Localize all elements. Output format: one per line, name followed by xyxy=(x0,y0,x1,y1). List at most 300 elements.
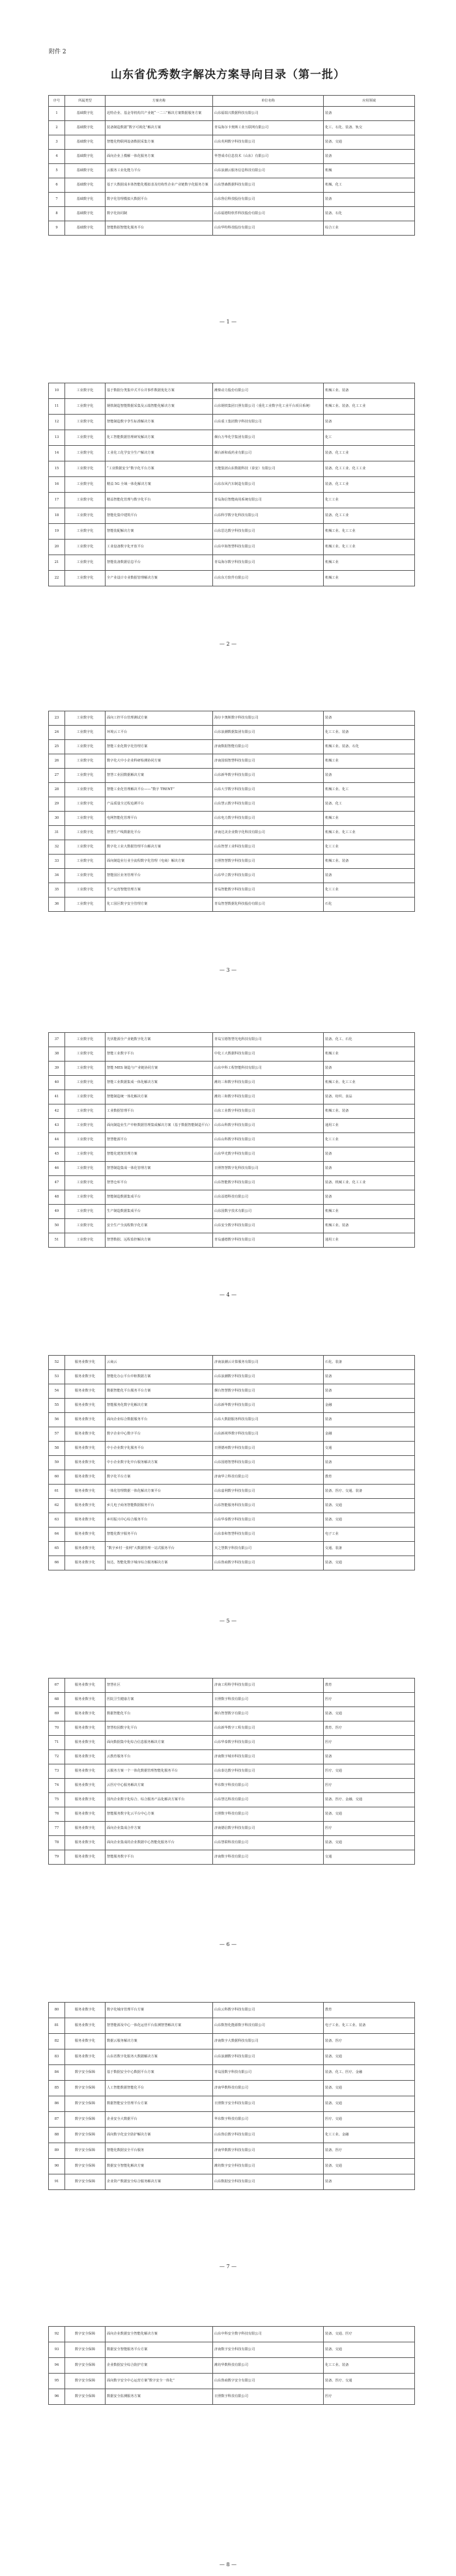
table-cell: 9 xyxy=(49,221,65,236)
table-cell: 80 xyxy=(49,2003,65,2018)
table-cell: 中小企业数字化中台服务解决方案 xyxy=(106,1456,213,1470)
table-cell: 工业数字化 xyxy=(65,726,106,740)
table-cell: 装备、化工、医疗、金融 xyxy=(324,2065,415,2081)
table-cell: 数字安全保障 xyxy=(65,2128,106,2143)
table-cell: 1 xyxy=(49,107,65,121)
table-cell: 25 xyxy=(49,740,65,754)
table-cell: 云服务方案一个一体化数据管理智能化服务平台 xyxy=(106,1764,213,1779)
table-cell: 化工智能数据管理研发解决方案 xyxy=(106,430,213,446)
table-cell: 智能装配解决方案 xyxy=(106,524,213,540)
table-cell: 山东智能数字科技有限公司 xyxy=(213,1176,324,1190)
table-cell: 82 xyxy=(49,2034,65,2049)
table-cell: 22 xyxy=(49,571,65,586)
table-cell: 智能化物联网设备数据采集方案 xyxy=(106,135,213,150)
table-cell: 31 xyxy=(49,826,65,840)
table-cell: 基础数字化 xyxy=(65,178,106,193)
table-cell: 医疗 xyxy=(324,1779,415,1793)
table-cell: 71 xyxy=(49,1736,65,1750)
table-row xyxy=(49,135,415,150)
table-cell: 山东慧云数字科技有限公司 xyxy=(213,797,324,812)
table-cell: 山东华泰数字科技有限公司 xyxy=(213,1513,324,1528)
table-cell: 15 xyxy=(49,461,65,477)
table-cell: 医疗 xyxy=(324,1693,415,1707)
table-cell: 山东科学数字化科技有限公司 xyxy=(213,508,324,524)
table-cell: 山东新视界数字科技有限公司 xyxy=(213,1427,324,1442)
table-cell: 数字安全保障 xyxy=(65,2174,106,2190)
table-cell: 济南数字城市科技有限公司 xyxy=(213,1750,324,1764)
table-cell: 基础数字化 xyxy=(65,164,106,178)
table-cell: 58 xyxy=(49,1442,65,1456)
table-cell: 石化、装备 xyxy=(324,1356,415,1370)
table-row xyxy=(49,1528,415,1542)
table-row xyxy=(49,1205,415,1219)
table-cell: 5 xyxy=(49,164,65,178)
table-cell: 云服务工业化能力平台 xyxy=(106,164,213,178)
table-row xyxy=(49,826,415,840)
table-cell: 数字化工业大数据管理平台解决方案 xyxy=(106,840,213,855)
table-cell: 服务业数字化 xyxy=(65,1542,106,1556)
table-row xyxy=(49,1190,415,1205)
table-cell: 金融 xyxy=(324,1399,415,1413)
table-row xyxy=(49,1090,415,1104)
table-cell: 山东中科安全数字科技有限公司 xyxy=(213,2327,324,2342)
table-row xyxy=(49,2049,415,2065)
table-cell: 山东大学数字科技有限公司 xyxy=(213,783,324,797)
table-cell: 山东鲁信科技股份有限公司 xyxy=(213,193,324,207)
table-cell: 服务业数字化 xyxy=(65,1807,106,1822)
table-cell: 65 xyxy=(49,1542,65,1556)
table-cell: 89 xyxy=(49,2143,65,2159)
table-row xyxy=(49,711,415,726)
table-row xyxy=(49,415,415,430)
table-cell: 机械工业、装备 xyxy=(324,1219,415,1233)
table-cell: 66 xyxy=(49,1556,65,1570)
table-cell: 基于数据分类集中式平台并事件数据优化方案 xyxy=(106,383,213,399)
table-cell: 装备、交通 xyxy=(324,2342,415,2358)
solutions-table xyxy=(48,95,415,236)
table-cell: 装备、医疗 xyxy=(324,2034,415,2049)
table-cell: 机械工业、装备 xyxy=(324,1104,415,1119)
table-cell: 山东大数据服务科技有限公司 xyxy=(213,1413,324,1427)
table-cell: 工业数字化 xyxy=(65,883,106,897)
table-cell: 迅特企业、基金等机构共产业链“一二三”解决方案数据服务方案 xyxy=(106,107,213,121)
table-row xyxy=(49,855,415,869)
table-cell: 数据安全智能服务平台方案 xyxy=(106,2342,213,2358)
table-cell: 32 xyxy=(49,840,65,855)
table-row xyxy=(49,2174,415,2190)
table-cell: 济南华立科技有限公司 xyxy=(213,1470,324,1485)
table-cell: 工业数字化 xyxy=(65,571,106,586)
table-cell: 智能工业化管理解决平台——“数字 TRENT” xyxy=(106,783,213,797)
table-cell: 智能工业化数字化管理方案 xyxy=(106,740,213,754)
table-cell: 机械工业、化工工业 xyxy=(324,826,415,840)
table-cell: 工业数字化 xyxy=(65,555,106,571)
column-header: 单位名称 xyxy=(213,96,324,107)
table-cell: 服务业数字化 xyxy=(65,1679,106,1693)
table-cell: 17 xyxy=(49,493,65,508)
table-cell: 山东华立数字科技有限公司 xyxy=(213,869,324,883)
table-cell: 乡村振兴中心综合服务平台 xyxy=(106,1513,213,1528)
table-row xyxy=(49,1162,415,1176)
table-cell: 机械工业 xyxy=(324,571,415,586)
table-cell: 服务业数字化 xyxy=(65,1764,106,1779)
table-cell: 数字化协同制 xyxy=(106,207,213,221)
table-cell: 21 xyxy=(49,555,65,571)
table-cell: 化工、石化、装备、轨交 xyxy=(324,121,415,135)
table-cell: 75 xyxy=(49,1793,65,1807)
table-cell: 54 xyxy=(49,1384,65,1399)
table-row xyxy=(49,2096,415,2112)
table-cell: 30 xyxy=(49,812,65,826)
table-cell: 服务业数字化 xyxy=(65,1513,106,1528)
table-cell: 68 xyxy=(49,1693,65,1707)
table-cell: 装备、石化 xyxy=(324,207,415,221)
table-cell: 工业数字化 xyxy=(65,1190,106,1205)
table-cell: 工业数字化 xyxy=(65,1219,106,1233)
table-cell: 机械工业、装备、化工工业 xyxy=(324,399,415,415)
table-cell: 潍坊三和数字科技有限公司 xyxy=(213,1090,324,1104)
table-cell: 基础数字化 xyxy=(65,135,106,150)
table-cell: 18 xyxy=(49,508,65,524)
table-cell: 山东浪潮数据集团有限公司 xyxy=(213,726,324,740)
table-cell: 电子工业、化工工业、装备 xyxy=(324,2018,415,2034)
table-cell: 85 xyxy=(49,2081,65,2096)
table-cell: 服务业数字化 xyxy=(65,1413,106,1427)
table-row xyxy=(49,754,415,769)
table-cell: 山东工业数字科技有限公司 xyxy=(213,1104,324,1119)
table-cell: 装备、交通 xyxy=(324,1556,415,1570)
table-cell: 26 xyxy=(49,754,65,769)
table-cell: 面向企业集成的企业数据中心智能化服务平台 xyxy=(106,1836,213,1850)
table-row xyxy=(49,1133,415,1147)
table-cell: 装备 xyxy=(324,711,415,726)
table-row xyxy=(49,524,415,540)
table-cell: 山东新华数字科技有限公司 xyxy=(213,769,324,783)
table-cell: 石化 xyxy=(324,897,415,912)
table-cell: 37 xyxy=(49,1033,65,1047)
table-cell: 工业数字化 xyxy=(65,869,106,883)
table-cell: 装备 xyxy=(324,415,415,430)
table-cell: 教育 xyxy=(324,1470,415,1485)
table-cell: 53 xyxy=(49,1370,65,1384)
table-cell: 76 xyxy=(49,1807,65,1822)
table-cell: 4 xyxy=(49,150,65,164)
sheet-1 xyxy=(48,95,414,236)
table-cell: 济南德信数字科技有限公司 xyxy=(213,1822,324,1836)
table-cell: 数字化城市管理平台方案 xyxy=(106,2003,213,2018)
table-row xyxy=(49,461,415,477)
table-cell: 交通、装备 xyxy=(324,1542,415,1556)
table-cell: 智能化建筑管理方案 xyxy=(106,1147,213,1162)
table-cell: 工业数字化 xyxy=(65,711,106,726)
table-cell: 服务业数字化 xyxy=(65,1528,106,1542)
table-cell: 工业数字化 xyxy=(65,383,106,399)
table-row xyxy=(49,2389,415,2405)
table-cell: 化工工业、装备 xyxy=(324,726,415,740)
column-header: 方案名称 xyxy=(106,96,213,107)
table-cell: 山东泰达数字科技有限公司 xyxy=(213,1764,324,1779)
table-cell: 10 xyxy=(49,383,65,399)
table-row xyxy=(49,1764,415,1779)
table-cell: 工业数字化 xyxy=(65,524,106,540)
table-row xyxy=(49,1807,415,1822)
table-row xyxy=(49,1104,415,1119)
table-cell: 教育、医疗 xyxy=(324,1721,415,1736)
table-cell: 医院卫生健康方案 xyxy=(106,1693,213,1707)
table-cell: 服务业数字化 xyxy=(65,1850,106,1865)
table-cell: 济南国瑞智慧科技有限公司 xyxy=(213,754,324,769)
table-cell: 工业数字化 xyxy=(65,399,106,415)
table-cell: 教育 xyxy=(324,2003,415,2018)
table-cell: 41 xyxy=(49,1090,65,1104)
table-cell: 山东浪潮数字科技有限公司 xyxy=(213,2049,324,2065)
solutions-table xyxy=(48,711,415,912)
table-cell: 63 xyxy=(49,1513,65,1528)
table-row xyxy=(49,1822,415,1836)
table-cell: 智慧数据、远程监控解决方案 xyxy=(106,1233,213,1248)
table-cell: 工业数字化 xyxy=(65,493,106,508)
table-cell: 服务业数字化 xyxy=(65,2003,106,2018)
table-cell: 数字企业中心数字平台 xyxy=(106,1427,213,1442)
table-cell: 33 xyxy=(49,855,65,869)
table-cell: 山东智能服务科技有限公司 xyxy=(213,1499,324,1513)
table-cell: 青岛海尔卡奥斯工业互联网有限公司 xyxy=(213,121,324,135)
column-header: 应用领域 xyxy=(324,96,415,107)
table-cell: 云教育服务平台 xyxy=(106,1750,213,1764)
table-cell: 工业数字化 xyxy=(65,1076,106,1090)
table-cell: 国内企业数字化综合、综合服务产品化解决方案平台 xyxy=(106,1793,213,1807)
table-cell: 工业数字化 xyxy=(65,769,106,783)
table-cell: 山东福德特软件科技股份有限公司 xyxy=(213,207,324,221)
sheet-3 xyxy=(48,711,414,912)
table-cell: 23 xyxy=(49,711,65,726)
table-cell: 企业安全大数据平台 xyxy=(106,2112,213,2128)
table-cell: 青岛宝德智慧光电科技有限公司 xyxy=(213,1033,324,1047)
table-row xyxy=(49,2034,415,2049)
table-cell: 装备、交通 xyxy=(324,135,415,150)
table-cell: 27 xyxy=(49,769,65,783)
table-cell: 智能制造数字孪生标准解决方案 xyxy=(106,415,213,430)
table-cell: 化工园区数字安全管理方案 xyxy=(106,897,213,912)
table-cell: 数据云服务解决方案 xyxy=(106,2034,213,2049)
table-cell: 日照德州数字科技有限公司 xyxy=(213,1442,324,1456)
table-cell: 数据安全智能化解决方案 xyxy=(106,2159,213,2174)
table-cell: 智能制造统一体化解决方案 xyxy=(106,1090,213,1104)
table-cell: 服务业数字化 xyxy=(65,1499,106,1513)
table-cell: 生产运营智能管理方案 xyxy=(106,883,213,897)
table-row xyxy=(49,1679,415,1693)
table-cell: 91 xyxy=(49,2174,65,2190)
table-cell: 工业数字化 xyxy=(65,446,106,461)
table-cell: 数字安全保障 xyxy=(65,2112,106,2128)
table-cell: 13 xyxy=(49,430,65,446)
table-row xyxy=(49,446,415,461)
table-cell: 工业数字化 xyxy=(65,1047,106,1062)
sheet-8 xyxy=(48,2326,414,2405)
table-cell: 华东数字科技有限公司 xyxy=(213,1779,324,1793)
table-cell: 山东数据安全科技有限公司 xyxy=(213,2174,324,2190)
table-cell: 装备、机械工业、化工工业 xyxy=(324,1176,415,1190)
table-cell: 山东安全数字科技有限公司 xyxy=(213,1219,324,1233)
table-cell: 45 xyxy=(49,1147,65,1162)
table-cell: 山东思达数字科技有限公司 xyxy=(213,524,324,540)
table-cell: 工业数字化 xyxy=(65,461,106,477)
table-cell: 潍坊数字安全科技有限公司 xyxy=(213,2159,324,2174)
table-row xyxy=(49,1793,415,1807)
table-cell: 智能园区业务管理平台 xyxy=(106,869,213,883)
table-header-row xyxy=(49,96,415,107)
table-cell: 电子工业 xyxy=(324,1528,415,1542)
page-number: — 6 — xyxy=(219,1941,237,1947)
table-cell: 济南达美企业数字化科技有限公司 xyxy=(213,826,324,840)
table-cell: 95 xyxy=(49,2374,65,2389)
table-cell: 装备 xyxy=(324,1413,415,1427)
table-cell: 装备、交通、医疗 xyxy=(324,2327,415,2342)
table-cell: 智能化数据安全平台服务 xyxy=(106,2143,213,2159)
table-cell: 基础数字化 xyxy=(65,121,106,135)
table-cell: 日照智慧数字科技有限公司 xyxy=(213,855,324,869)
table-cell: 智慧社区 xyxy=(106,1679,213,1693)
table-cell: 智慧工业园数据解决方案 xyxy=(106,769,213,783)
table-row xyxy=(49,1076,415,1090)
table-cell: 济南数字大数据科技有限公司 xyxy=(213,2034,324,2049)
table-cell: 11 xyxy=(49,399,65,415)
table-cell: 服务业数字化 xyxy=(65,2049,106,2065)
table-row xyxy=(49,540,415,555)
table-cell: 云商云 xyxy=(106,1356,213,1370)
table-cell: 交通 xyxy=(324,1442,415,1456)
table-row xyxy=(49,571,415,586)
table-row xyxy=(49,2065,415,2081)
table-cell: 光伏能源全产业链数字化方案 xyxy=(106,1033,213,1047)
table-row xyxy=(49,726,415,740)
table-cell: 通用工业 xyxy=(324,1119,415,1133)
table-cell: 乡儿电子商务智能数据服务平台 xyxy=(106,1499,213,1513)
table-cell: 智能 MES 制造与产业链协同方案 xyxy=(106,1062,213,1076)
table-cell: 6 xyxy=(49,178,65,193)
table-cell: 山东鲁商数字科技有限公司 xyxy=(213,1556,324,1570)
table-cell: 装备、交通 xyxy=(324,1513,415,1528)
table-cell: 服务业数字化 xyxy=(65,1470,106,1485)
table-row xyxy=(49,1119,415,1133)
table-cell: 49 xyxy=(49,1205,65,1219)
table-row xyxy=(49,1370,415,1384)
table-cell: 工业数字化 xyxy=(65,754,106,769)
table-cell: 装备 xyxy=(324,1162,415,1176)
table-cell: 数字安全保障 xyxy=(65,2389,106,2405)
table-cell: 装备、交通 xyxy=(324,1499,415,1513)
sheet-2 xyxy=(48,383,414,586)
table-cell: 山东东方软件有限公司 xyxy=(213,571,324,586)
table-cell: 日照数字科技有限公司 xyxy=(213,2389,324,2405)
table-cell: 烟台新和成药业有限公司 xyxy=(213,446,324,461)
table-cell: 企业数据安全综合防护方案 xyxy=(106,2358,213,2374)
table-cell: 46 xyxy=(49,1162,65,1176)
table-row xyxy=(49,1047,415,1062)
table-cell: 山东鲁信数字科技有限公司 xyxy=(213,2128,324,2143)
table-row xyxy=(49,1233,415,1248)
table-cell: 38 xyxy=(49,1047,65,1062)
table-cell: 装备、医疗、交通 xyxy=(324,2374,415,2389)
table-cell: 29 xyxy=(49,797,65,812)
table-cell: 数字安全保障 xyxy=(65,2143,106,2159)
table-cell: 工业数字化 xyxy=(65,783,106,797)
table-cell: 装备 xyxy=(324,2174,415,2190)
table-cell: 44 xyxy=(49,1133,65,1147)
table-cell: 40 xyxy=(49,1076,65,1090)
table-cell: 电网智能化管理平台 xyxy=(106,812,213,826)
table-cell: 服务业数字化 xyxy=(65,1456,106,1470)
table-cell: 工业设备数字化开放平台 xyxy=(106,540,213,555)
table-cell: 山东福瑞兴数据科技有限公司 xyxy=(213,107,324,121)
table-row xyxy=(49,508,415,524)
table-cell: 服务业数字化 xyxy=(65,1793,106,1807)
table-row xyxy=(49,1456,415,1470)
table-cell: 青岛海信智能商用系统有限公司 xyxy=(213,493,324,508)
table-cell: 装备 xyxy=(324,1190,415,1205)
page-number: — 3 — xyxy=(219,967,237,973)
table-cell: 55 xyxy=(49,1399,65,1413)
table-cell: 一体化管理数据一体化解决方案平台 xyxy=(106,1485,213,1499)
table-cell: 智能服务化数字化解决方案 xyxy=(106,1399,213,1413)
table-cell: 服务业数字化 xyxy=(65,1427,106,1442)
table-cell: 山东东风汽车制造有限公司 xyxy=(213,477,324,493)
table-cell: 基础数字化 xyxy=(65,193,106,207)
page-number: — 8 — xyxy=(219,2562,237,2568)
table-cell: 数字化大中小企业科研检测协同方案 xyxy=(106,754,213,769)
table-cell: 教育 xyxy=(324,1679,415,1693)
table-cell: 环境云工平台 xyxy=(106,726,213,740)
sheet-6 xyxy=(48,1678,414,1865)
table-cell: 39 xyxy=(49,1062,65,1076)
table-row xyxy=(49,1176,415,1190)
table-cell: 装备、交通 xyxy=(324,1807,415,1822)
table-cell: 智能工业数据集成一体化解决方案 xyxy=(106,1076,213,1090)
table-cell: 装备、化工、石化 xyxy=(324,1033,415,1047)
table-cell: 装备 xyxy=(324,869,415,883)
page-number: — 7 — xyxy=(219,2264,237,2269)
table-cell: 14 xyxy=(49,446,65,461)
table-row xyxy=(49,1062,415,1076)
table-cell: 机械工业 xyxy=(324,754,415,769)
sheet-7 xyxy=(48,2002,414,2190)
table-row xyxy=(49,1779,415,1793)
column-header: 序号 xyxy=(49,96,65,107)
table-cell: 智慧能源及中心一体化运营平台监测智慧解决方案 xyxy=(106,2018,213,2034)
table-cell: 工业数字化 xyxy=(65,1104,106,1119)
table-row xyxy=(49,1470,415,1485)
table-row xyxy=(49,1384,415,1399)
table-row xyxy=(49,1556,415,1570)
table-cell: 山东国德智慧科技有限公司 xyxy=(213,1456,324,1470)
table-cell: 服务业数字化 xyxy=(65,1693,106,1707)
table-cell: 山东云科数字科技有限公司 xyxy=(213,2003,324,2018)
table-cell: 山东鲁商数字安全有限公司 xyxy=(213,2374,324,2389)
table-row xyxy=(49,1485,415,1499)
table-cell: 济南华数科技有限公司 xyxy=(213,2081,324,2096)
table-cell: 青岛盛德数字科技有限公司 xyxy=(213,1233,324,1248)
table-cell: 日照数字科技有限公司 xyxy=(213,1807,324,1822)
table-cell: 山东钢铁集团日照有限公司（重化工业数字化工业平台项目系统） xyxy=(213,399,324,415)
table-cell: 24 xyxy=(49,726,65,740)
solutions-table xyxy=(48,1355,415,1570)
table-cell: 62 xyxy=(49,1499,65,1513)
table-cell: 数字安全保障 xyxy=(65,2327,106,2342)
table-cell: 装备 xyxy=(324,1062,415,1076)
table-cell: 工业数字化 xyxy=(65,477,106,493)
table-row xyxy=(49,812,415,826)
table-cell: 服务业数字化 xyxy=(65,1736,106,1750)
